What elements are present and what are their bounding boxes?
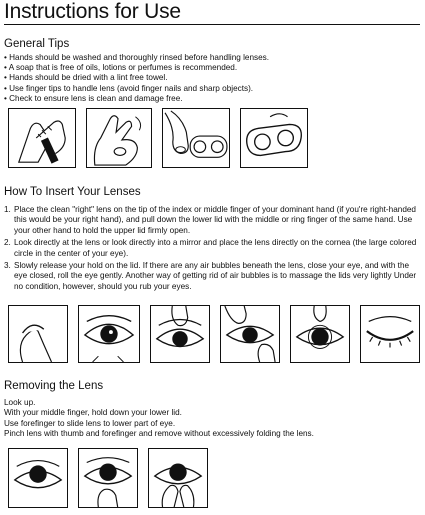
insert-steps-list xyxy=(4,205,422,294)
eye-lens-pinch-icon xyxy=(148,448,208,508)
insert-heading: How To Insert Your Lenses xyxy=(4,186,141,198)
remove-heading: Removing the Lens xyxy=(4,380,104,392)
eye-open-icon xyxy=(78,305,140,363)
tip-item: • A soap that is free of oils, lotions or perfumes is recommended. xyxy=(4,63,238,73)
step-item xyxy=(4,205,422,236)
tip-item: • Hands should be washed and thoroughly rinsed before handling lenses. xyxy=(4,53,270,62)
remove-line: Look up. xyxy=(4,398,36,407)
remove-instructions xyxy=(4,398,314,440)
lens-case-fingertip-icon xyxy=(162,108,230,168)
step-number: 3. xyxy=(4,261,11,271)
step-number: 2. xyxy=(4,238,11,248)
tip-item: • Hands should be dried with a lint free towel. xyxy=(4,73,168,83)
step-text: Slowly release your hold on the lid. If there are any air bubbles beneath the lens, close your eye, and with the eye closed, roll the eye gently. Another way of getting rid of air bubbles is to massage the lids very lightly Under no condition, however, should you rub your eyes. xyxy=(14,261,417,291)
step-number: 1. xyxy=(4,205,11,214)
eye-lens-placed-icon xyxy=(290,305,350,363)
general-tips-list xyxy=(4,53,269,104)
eye-lens-approach-icon xyxy=(150,305,210,363)
page-title: Instructions for Use xyxy=(4,0,181,23)
tip-item: • Check to ensure lens is clean and damage free. xyxy=(4,93,183,103)
lens-on-fingertip-icon xyxy=(8,305,68,363)
step-text: Place the clean "right" lens on the tip of the index or middle finger of your dominant hand (if you're right-handed this would be your right hand), and pull down the lower lid with the middle or ring finger of the same hand. Use your other hand to hold the upper lid firmly open. xyxy=(14,205,416,235)
remove-line: Pinch lens with thumb and forefinger and remove without excessively folding the lens. xyxy=(4,429,314,439)
title-divider xyxy=(4,24,420,25)
step-text: Look directly at the lens or look directly into a mirror and place the lens directly on the cornea (the large colored circle in the center of your eye). xyxy=(14,238,417,258)
eye-look-up-icon xyxy=(8,448,68,508)
lens-on-palm-icon xyxy=(86,108,152,168)
eye-lens-placing-icon xyxy=(220,305,280,363)
eye-lid-pulled-icon xyxy=(78,448,138,508)
eye-closed-icon xyxy=(360,305,420,363)
general-tips-heading: General Tips xyxy=(4,38,70,50)
step-item xyxy=(4,238,422,259)
tip-item: • Use finger tips to handle lens (avoid finger nails and sharp objects). xyxy=(4,83,254,93)
lens-case-icon xyxy=(240,108,308,168)
step-item xyxy=(4,261,422,292)
remove-line: With your middle finger, hold down your lower lid. xyxy=(4,408,182,418)
remove-line: Use forefinger to slide lens to lower part of eye. xyxy=(4,418,176,428)
hand-washing-icon xyxy=(8,108,76,168)
